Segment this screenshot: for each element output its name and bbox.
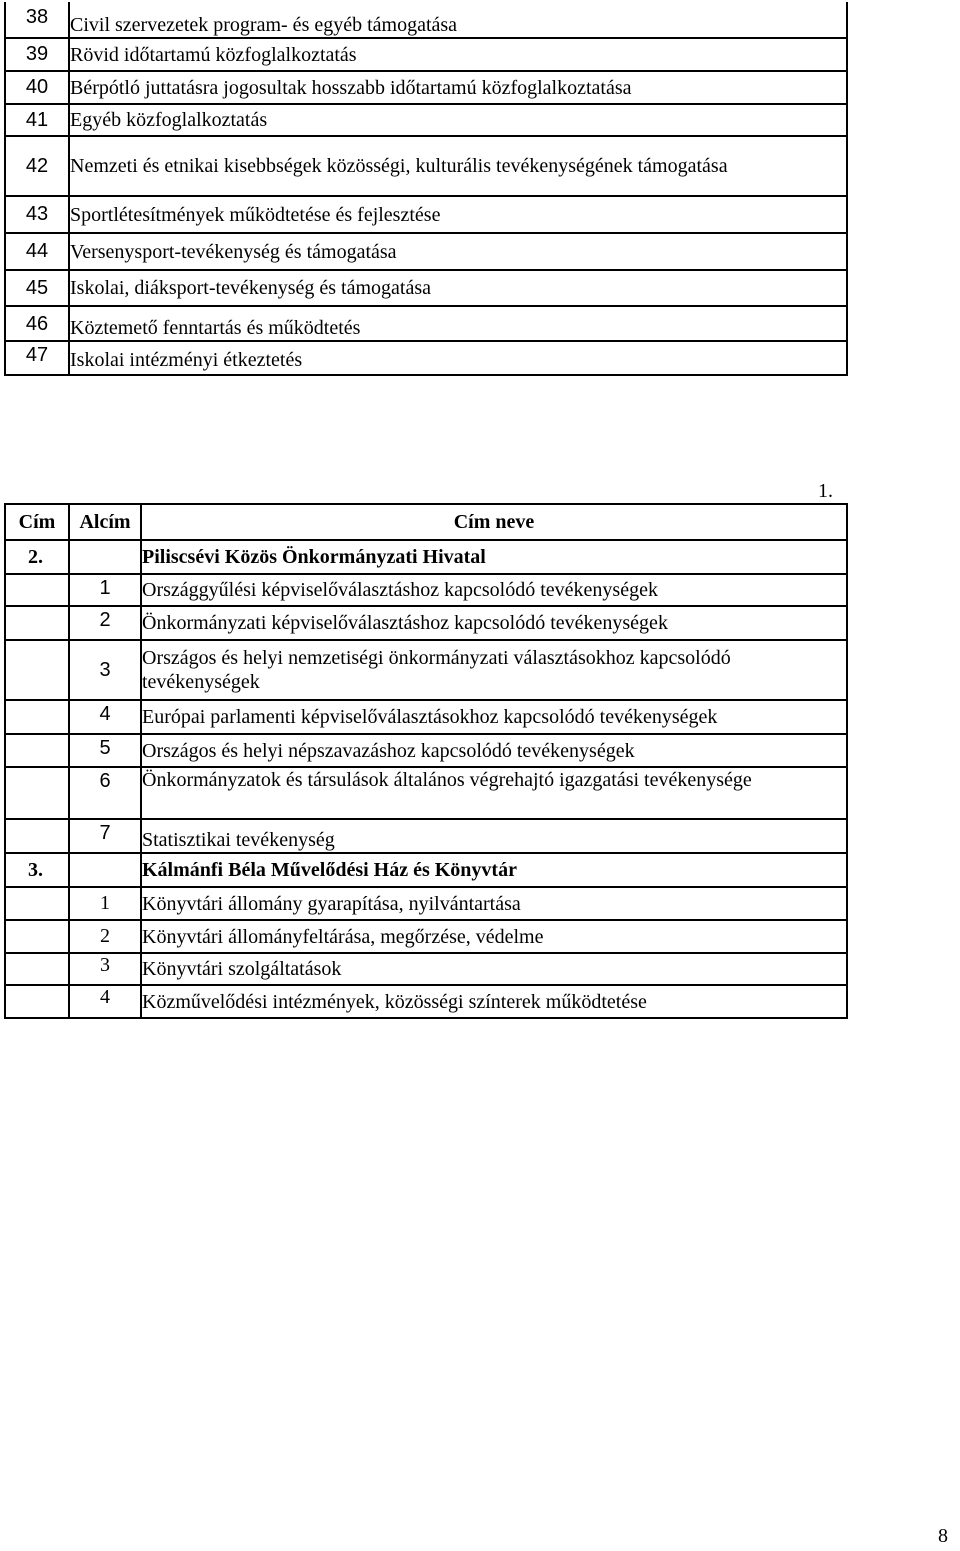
row-number: 3: [69, 953, 141, 985]
table-row: [5, 306, 847, 341]
row-number: 7: [69, 819, 141, 853]
table-row: [5, 887, 847, 920]
row-number: 1: [69, 574, 141, 606]
row-text: Könyvtári szolgáltatások: [141, 953, 847, 985]
activity-table-body: [5, 2, 847, 375]
table-row: [5, 985, 847, 1018]
group-title: Piliscsévi Közös Önkormányzati Hivatal: [141, 540, 847, 574]
table-row: [5, 700, 847, 734]
row-number: 4: [69, 700, 141, 734]
table-row: [5, 104, 847, 136]
row-text: Közművelődési intézmények, közösségi színterek működtetése: [141, 985, 847, 1018]
row-number: 3: [69, 640, 141, 700]
row-number: 45: [5, 270, 69, 306]
row-text: Versenysport-tevékenység és támogatása: [69, 233, 847, 270]
table-row: [5, 341, 847, 375]
table-row: [5, 270, 847, 306]
table-row: [5, 606, 847, 640]
row-text: Statisztikai tevékenység: [141, 819, 847, 853]
row-number: 5: [69, 734, 141, 767]
table-row: [5, 640, 847, 700]
table-row: [5, 734, 847, 767]
row-number: 47: [5, 341, 69, 375]
row-number: 6: [69, 767, 141, 819]
table-row: [5, 196, 847, 233]
page-number: 8: [938, 1525, 948, 1547]
group-cim: 3.: [5, 853, 69, 887]
organization-activity-table: [4, 503, 848, 1019]
row-number: 46: [5, 306, 69, 341]
table-row: [5, 233, 847, 270]
row-text: Civil szervezetek program- és egyéb támogatása: [69, 2, 847, 38]
header-cim-neve: Cím neve: [141, 504, 847, 540]
row-number: 1: [69, 887, 141, 920]
table-row: [5, 767, 847, 819]
table-row: [5, 2, 847, 38]
row-text: Önkormányzatok és társulások általános végrehajtó igazgatási tevékenysége: [141, 767, 847, 819]
table-row: [5, 38, 847, 71]
table-body: [5, 540, 847, 1018]
header-cim: Cím: [5, 504, 69, 540]
row-number: 41: [5, 104, 69, 136]
section-marker: 1.: [818, 480, 833, 502]
row-number: 38: [5, 2, 69, 38]
row-number: 43: [5, 196, 69, 233]
table-row: [5, 819, 847, 853]
row-text: Országos és helyi nemzetiségi önkormányzati választásokhoz kapcsolódó tevékenységek: [141, 640, 847, 700]
group-title: Kálmánfi Béla Művelődési Ház és Könyvtár: [141, 853, 847, 887]
group-cim: 2.: [5, 540, 69, 574]
row-number: 44: [5, 233, 69, 270]
row-number: 2: [69, 920, 141, 953]
row-text: Iskolai, diáksport-tevékenység és támogatása: [69, 270, 847, 306]
row-number: 2: [69, 606, 141, 640]
header-row: [5, 504, 847, 540]
row-text: Országgyűlési képviselőválasztáshoz kapcsolódó tevékenységek: [141, 574, 847, 606]
row-text: Európai parlamenti képviselőválasztásokhoz kapcsolódó tevékenységek: [141, 700, 847, 734]
table-row: [5, 71, 847, 104]
table-header: [5, 504, 847, 540]
row-text: Sportlétesítmények működtetése és fejlesztése: [69, 196, 847, 233]
row-number: 39: [5, 38, 69, 71]
row-number: 40: [5, 71, 69, 104]
header-alcim: Alcím: [69, 504, 141, 540]
row-number: 4: [69, 985, 141, 1018]
table-row: [5, 136, 847, 196]
row-text: Egyéb közfoglalkoztatás: [69, 104, 847, 136]
row-text: Rövid időtartamú közfoglalkoztatás: [69, 38, 847, 71]
row-text: Nemzeti és etnikai kisebbségek közösségi, kulturális tevékenységének támogatása: [69, 136, 847, 196]
row-text: Köztemető fenntartás és működtetés: [69, 306, 847, 341]
row-text: Iskolai intézményi étkeztetés: [69, 341, 847, 375]
row-text: Könyvtári állományfeltárása, megőrzése, védelme: [141, 920, 847, 953]
activity-table-continued: [4, 2, 848, 376]
table-row: [5, 574, 847, 606]
row-text: Országos és helyi népszavazáshoz kapcsolódó tevékenységek: [141, 734, 847, 767]
row-number: 42: [5, 136, 69, 196]
row-text: Önkormányzati képviselőválasztáshoz kapcsolódó tevékenységek: [141, 606, 847, 640]
group-row: [5, 540, 847, 574]
row-text: Bérpótló juttatásra jogosultak hosszabb időtartamú közfoglalkoztatása: [69, 71, 847, 104]
row-text: Könyvtári állomány gyarapítása, nyilvántartása: [141, 887, 847, 920]
table-row: [5, 920, 847, 953]
table-row: [5, 953, 847, 985]
group-row: [5, 853, 847, 887]
